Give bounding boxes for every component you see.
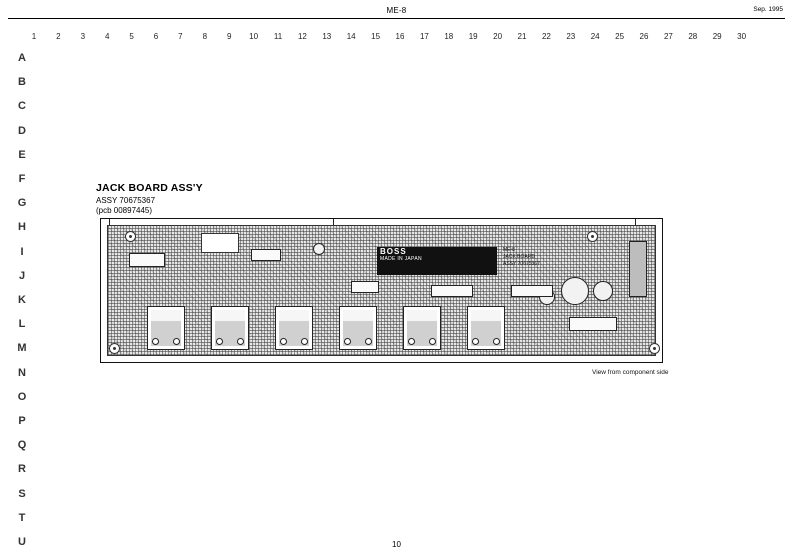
- column-tick: 14: [346, 32, 356, 41]
- silkscreen-assy: ASSY 70675367: [503, 261, 540, 267]
- column-tick: 7: [178, 32, 183, 41]
- pcb-drawing: [100, 218, 663, 363]
- row-tick: O: [17, 390, 27, 403]
- column-tick: 26: [639, 32, 649, 41]
- column-tick: 25: [615, 32, 625, 41]
- column-tick: 4: [104, 32, 110, 41]
- row-tick: C: [18, 100, 26, 113]
- column-tick: 5: [129, 32, 134, 41]
- row-tick: T: [18, 511, 26, 524]
- jack-footprint: [339, 306, 377, 350]
- mounting-hole: [649, 343, 660, 354]
- row-tick: I: [20, 245, 24, 258]
- document-header-title: ME-8: [386, 6, 407, 15]
- silkscreen-board-name: JACK BOARD: [503, 254, 535, 260]
- jack-footprint: [403, 306, 441, 350]
- column-tick: 8: [202, 32, 208, 41]
- column-tick: 1: [31, 32, 37, 41]
- mounting-hole: [125, 231, 136, 242]
- column-tick: 6: [153, 32, 159, 41]
- capacitor-footprint: [313, 243, 325, 255]
- jack-footprint: [147, 306, 185, 350]
- view-orientation-note: View from component side: [592, 369, 669, 376]
- column-tick: 12: [297, 32, 307, 41]
- row-tick: J: [18, 269, 26, 282]
- row-tick: S: [18, 487, 26, 500]
- row-tick: L: [18, 318, 26, 331]
- connector-footprint: [629, 241, 647, 297]
- drawing-title: JACK BOARD ASS'Y: [96, 182, 203, 194]
- boss-logo: BOSS: [380, 247, 407, 256]
- row-tick: Q: [17, 439, 27, 452]
- column-tick: 22: [541, 32, 551, 41]
- column-tick: 18: [444, 32, 454, 41]
- silkscreen-cutout: [201, 233, 239, 253]
- boss-silkscreen-label: [377, 247, 497, 275]
- column-tick: 2: [56, 32, 61, 41]
- header-divider: [8, 18, 785, 19]
- column-ruler: [0, 32, 793, 46]
- column-tick: 19: [468, 32, 478, 41]
- jack-footprint: [275, 306, 313, 350]
- column-tick: 28: [688, 32, 698, 41]
- ic-footprint: [251, 249, 281, 261]
- pcb-number: (pcb 00897445): [96, 206, 153, 215]
- row-tick: M: [17, 342, 27, 355]
- column-tick: 29: [712, 32, 722, 41]
- row-tick: G: [17, 197, 27, 210]
- row-tick: U: [18, 536, 26, 548]
- row-tick: B: [18, 76, 26, 89]
- ic-footprint: [351, 281, 379, 293]
- column-tick: 16: [395, 32, 405, 41]
- document-header-date: Sep. 1995: [753, 6, 783, 13]
- registration-tick: [635, 219, 636, 225]
- row-tick: N: [18, 366, 26, 379]
- ic-footprint: [431, 285, 473, 297]
- column-tick: 17: [419, 32, 429, 41]
- page-number: 10: [392, 540, 401, 549]
- capacitor-footprint: [593, 281, 613, 301]
- board-silkscreen-text: [503, 247, 623, 268]
- row-tick: K: [18, 294, 26, 306]
- column-tick: 23: [566, 32, 576, 41]
- silkscreen-model: ME-8: [503, 247, 515, 253]
- column-tick: 20: [493, 32, 503, 41]
- ic-footprint: [569, 317, 617, 331]
- column-tick: 30: [737, 32, 747, 41]
- jack-footprint: [211, 306, 249, 350]
- registration-tick: [109, 219, 110, 225]
- mounting-hole: [587, 231, 598, 242]
- silkscreen-made-in: MADE IN JAPAN: [380, 256, 422, 262]
- pcb-outline: [100, 218, 663, 363]
- row-tick: P: [18, 415, 26, 427]
- ic-footprint: [511, 285, 553, 297]
- column-tick: 9: [226, 32, 232, 41]
- assembly-number: ASSY 70675367: [96, 196, 156, 205]
- row-tick: F: [18, 173, 26, 185]
- jack-footprint: [467, 306, 505, 350]
- column-tick: 10: [249, 32, 259, 41]
- row-tick: E: [18, 148, 26, 161]
- column-tick: 27: [663, 32, 673, 41]
- row-tick: A: [18, 52, 26, 64]
- drawing-title-block: [96, 182, 203, 215]
- column-tick: 15: [371, 32, 381, 41]
- column-tick: 24: [590, 32, 600, 41]
- row-tick: H: [18, 221, 26, 234]
- row-tick: D: [18, 124, 26, 137]
- column-tick: 21: [517, 32, 527, 41]
- column-tick: 11: [273, 32, 283, 41]
- registration-tick: [333, 219, 334, 225]
- ic-footprint: [129, 253, 165, 267]
- capacitor-footprint: [561, 277, 589, 305]
- column-tick: 3: [80, 32, 86, 41]
- column-tick: 13: [322, 32, 332, 41]
- mounting-hole: [109, 343, 120, 354]
- row-tick: R: [18, 463, 26, 476]
